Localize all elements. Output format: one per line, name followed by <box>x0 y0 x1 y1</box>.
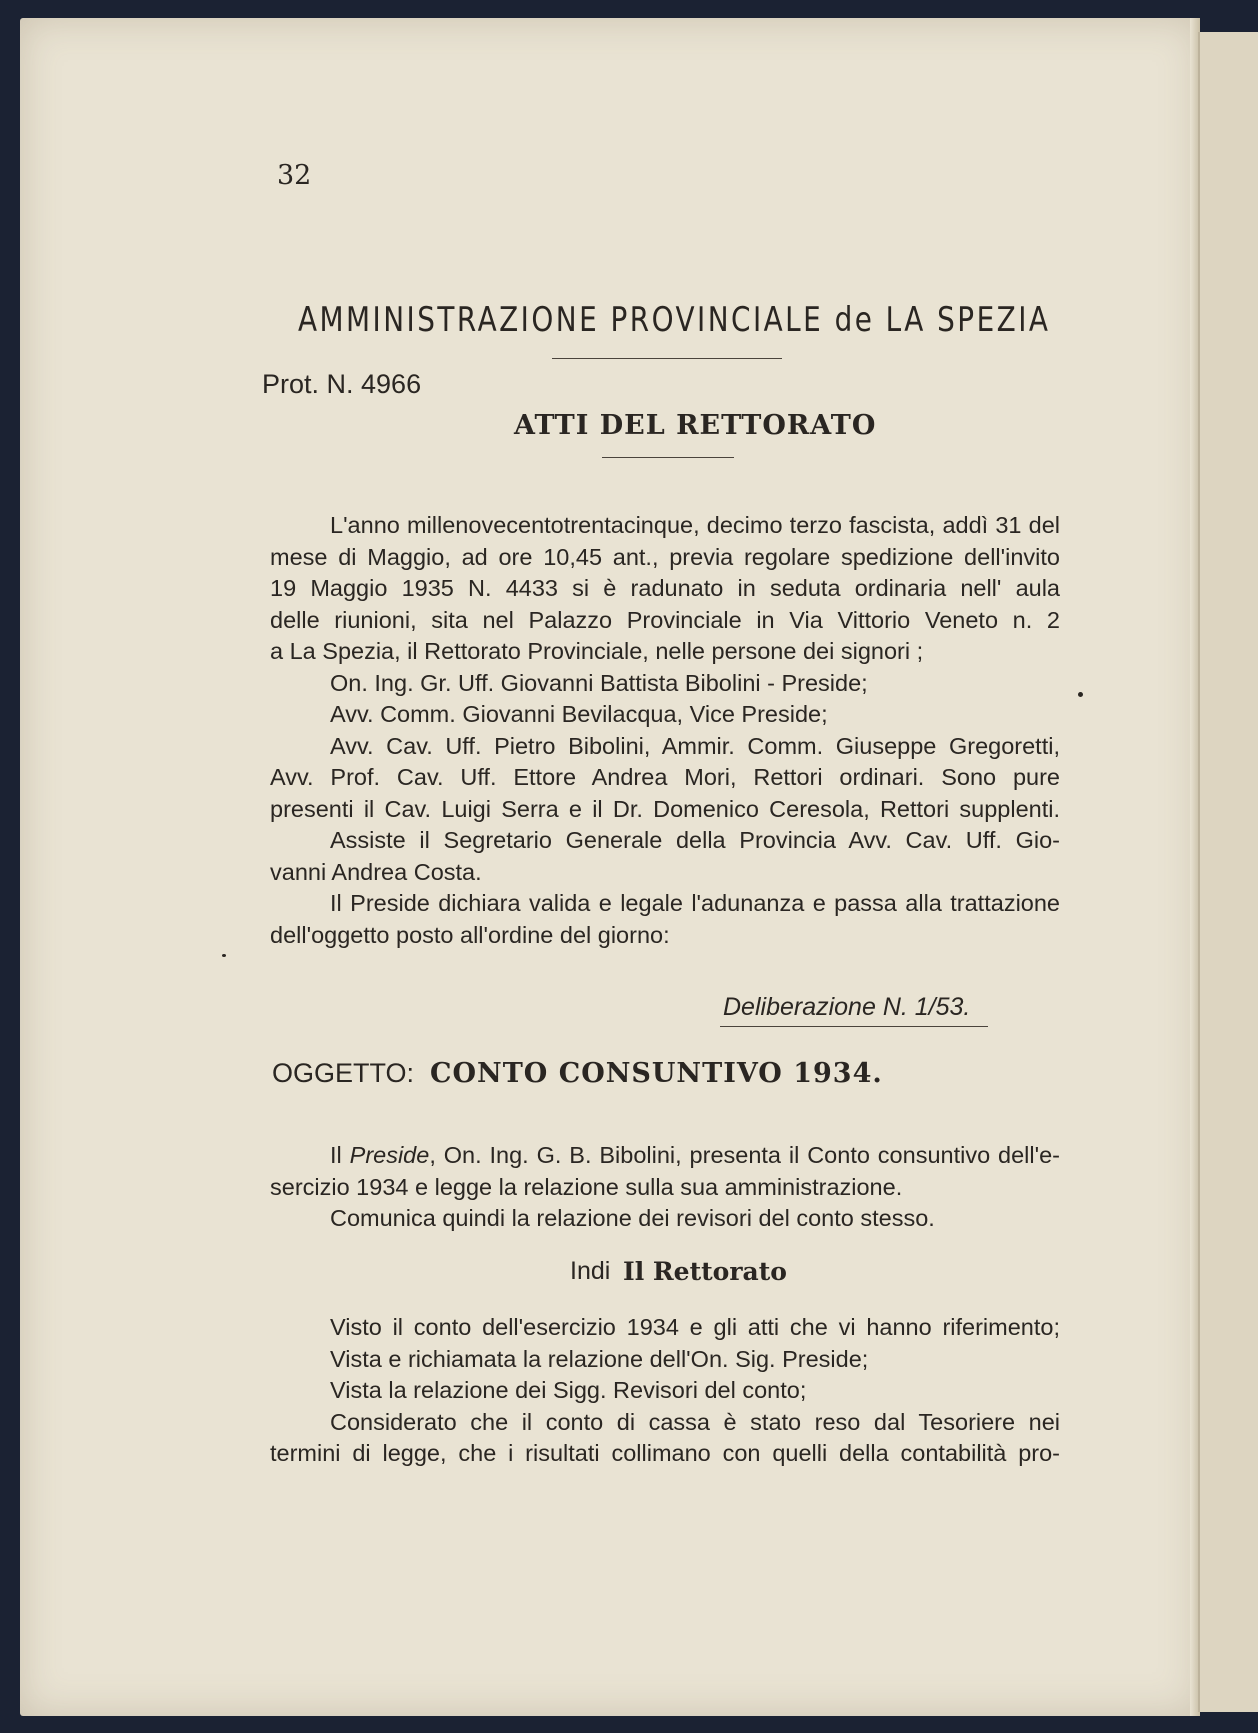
preside-line-start: Il <box>330 1142 350 1168</box>
final-line: termini di legge, che i risultati collimano con quelli della contabilità pro- <box>270 1440 1060 1466</box>
preside-paragraph <box>270 1140 1060 1235</box>
final-line: Vista e richiamata la relazione dell'On. Sig. Preside; <box>330 1345 869 1372</box>
intro-line: 19 Maggio 1935 N. 4433 si è radunato in seduta ordinaria nell' aula <box>270 575 1060 601</box>
intro-line: dell'oggetto posto all'ordine del giorno: <box>270 921 670 948</box>
oggetto-title: CONTO CONSUNTIVO 1934. <box>430 1058 883 1089</box>
preside-line: Comunica quindi la relazione dei revisori del conto stesso. <box>330 1205 935 1231</box>
intro-line: Avv. Comm. Giovanni Bevilacqua, Vice Preside; <box>330 701 828 727</box>
indi-label: Indi <box>570 1257 611 1285</box>
preside-line-rest: , On. Ing. G. B. Bibolini, presenta il Conto consuntivo dell'e- <box>429 1142 1060 1168</box>
intro-line: Avv. Cav. Uff. Pietro Bibolini, Ammir. Comm. Giuseppe Gregoretti, <box>330 732 1060 759</box>
final-line: Vista la relazione dei Sigg. Revisori del conto; <box>330 1377 807 1403</box>
intro-line: presenti il Cav. Luigi Serra e il Dr. Domenico Ceresola, Rettori supplenti. <box>270 795 1060 822</box>
rettorato-heading: Il Rettorato <box>623 1257 787 1286</box>
preside-italic: Preside <box>349 1142 430 1168</box>
section-rule <box>602 457 734 458</box>
header-title: AMMINISTRAZIONE PROVINCIALE de LA SPEZIA <box>298 300 1051 340</box>
oggetto-label: OGGETTO: <box>272 1058 415 1088</box>
intro-line: Assiste il Segretario Generale della Provincia Avv. Cav. Uff. Gio- <box>330 827 1060 853</box>
header-rule <box>552 358 782 359</box>
preside-line <box>270 1140 1060 1172</box>
intro-line: vanni Andrea Costa. <box>270 858 482 885</box>
intro-line: L'anno millenovecentotrentacinque, decimo terzo fascista, addì 31 del <box>330 512 1060 538</box>
deliberation-underline <box>720 1026 988 1027</box>
intro-paragraph <box>270 510 1060 951</box>
intro-line: On. Ing. Gr. Uff. Giovanni Battista Bibolini - Preside; <box>330 669 868 696</box>
ink-speck <box>222 954 226 957</box>
intro-line: mese di Maggio, ad ore 10,45 ant., previa regolare spedizione dell'invito <box>270 543 1060 570</box>
intro-line: Il Preside dichiara valida e legale l'adunanza e passa alla trattazione <box>330 890 1060 916</box>
section-title: ATTI DEL RETTORATO <box>514 410 877 441</box>
page-number: 32 <box>277 160 312 191</box>
intro-line: a La Spezia, il Rettorato Provinciale, nelle persone dei signori ; <box>270 638 924 664</box>
protocol-number: Prot. N. 4966 <box>262 369 422 399</box>
final-paragraph <box>270 1312 1060 1470</box>
preside-line: sercizio 1934 e legge la relazione sulla sua amministrazione. <box>270 1173 903 1200</box>
deliberation-number: Deliberazione N. 1/53. <box>723 993 971 1021</box>
ink-speck <box>1078 692 1083 697</box>
final-line: Considerato che il conto di cassa è stato reso dal Tesoriere nei <box>330 1408 1060 1435</box>
final-line: Visto il conto dell'esercizio 1934 e gli atti che vi hanno riferimento; <box>330 1314 1060 1340</box>
next-page-edge <box>1198 32 1258 1712</box>
intro-line: delle riunioni, sita nel Palazzo Provinciale in Via Vittorio Veneto n. 2 <box>270 606 1060 633</box>
intro-line: Avv. Prof. Cav. Uff. Ettore Andrea Mori, Rettori ordinari. Sono pure <box>270 764 1060 790</box>
